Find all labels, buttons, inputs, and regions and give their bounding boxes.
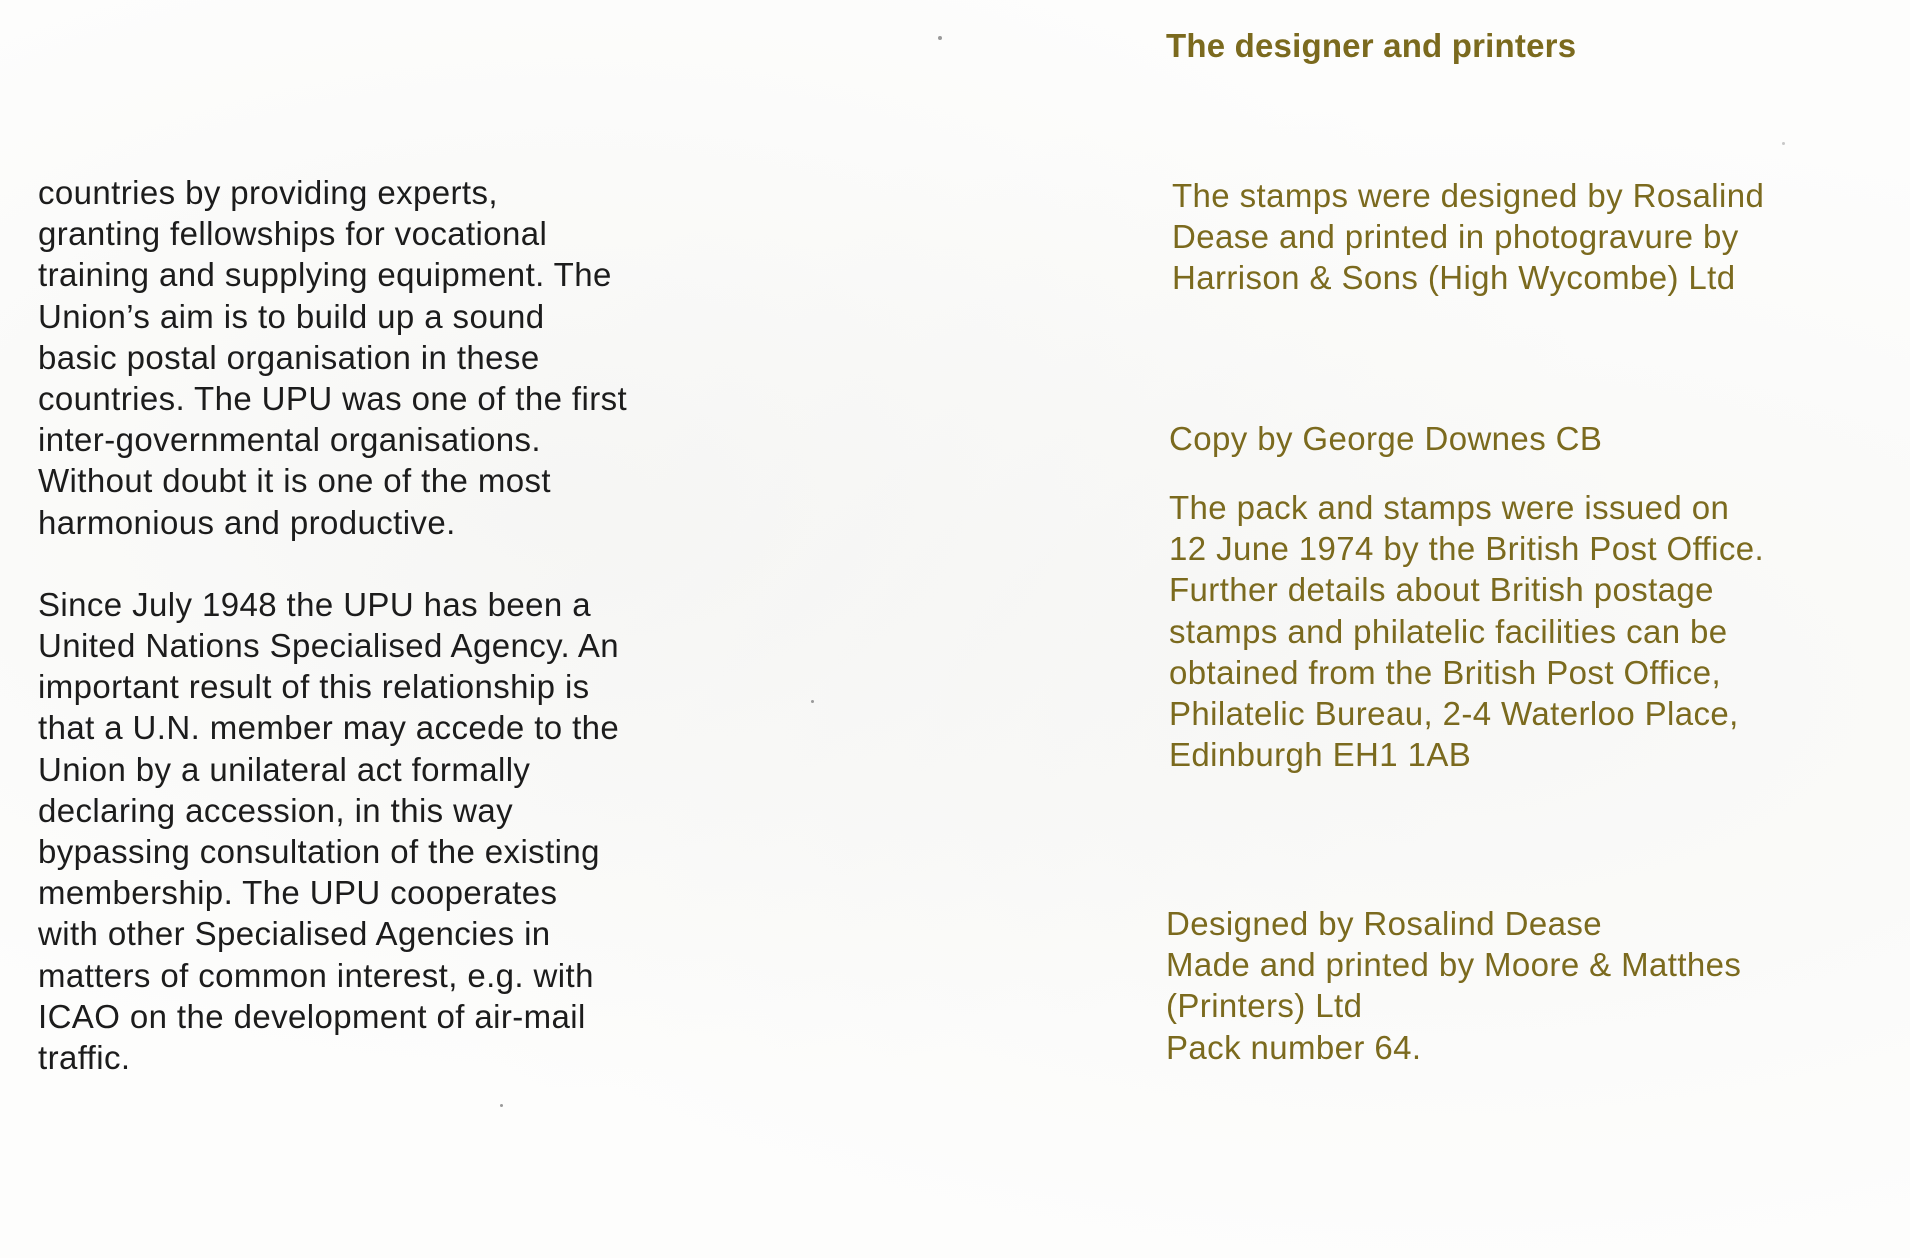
stamp-designers-text: The stamps were designed by Rosalind Dease and printed in photogravure by Harrison & Sons (High Wycombe) Ltd — [1172, 177, 1765, 297]
paper-speck — [811, 700, 814, 703]
upu-history-paragraph-2: Since July 1948 the UPU has been a United Nations Specialised Agency. An important result of this relationship is that a U.N. member may accede to the Union by a unilateral act formally declaring accession, in this way bypassing consultation of the existing membership. The UPU cooperates with other Specialised Agencies in matters of common interest, e.g. with ICAO on the development of air-mail traffic. — [38, 585, 620, 1077]
pack-credits-text: Designed by Rosalind Dease Made and printed by Moore & Matthes (Printers) Ltd Pack number 64. — [1166, 905, 1742, 1066]
left-column — [38, 172, 758, 1078]
right-column — [1166, 22, 1896, 1066]
paper-speck — [938, 36, 942, 40]
issue-details-text: The pack and stamps were issued on 12 June 1974 by the British Post Office. Further details about British postage stamps and philatelic facilities can be obtained from the British Post Office, Philatelic Bureau, 2-4 Waterloo Place, Edinburgh EH1 1AB — [1169, 489, 1765, 774]
copy-credit-text: Copy by George Downes CB — [1169, 420, 1603, 457]
paper-speck — [1782, 142, 1785, 145]
designer-printers-heading: The designer and printers — [1166, 27, 1577, 64]
paper-speck — [500, 1104, 503, 1107]
upu-history-paragraph-1: countries by providing experts, granting fellowships for vocational training and supplying equipment. The Union’s aim is to build up a sound basic postal organisation in these countries. The UPU was one of the first inter-governmental organisations. Without doubt it is one of the most harmonious and productive. — [38, 174, 628, 541]
